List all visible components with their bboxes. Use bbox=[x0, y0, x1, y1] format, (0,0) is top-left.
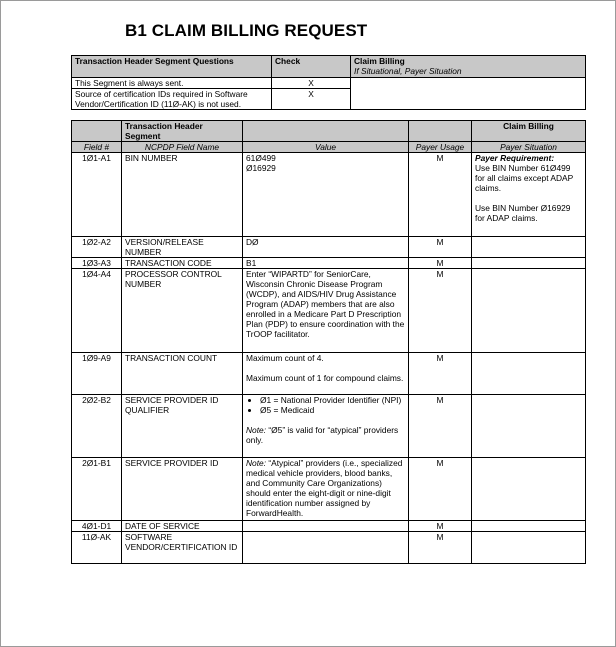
field-name-cell: SERVICE PROVIDER ID bbox=[122, 458, 243, 521]
table-row bbox=[72, 458, 586, 521]
field-no-cell: 1Ø9-A9 bbox=[72, 353, 122, 395]
check-cell: X bbox=[272, 89, 351, 110]
field-no-cell: 1Ø1-A1 bbox=[72, 153, 122, 237]
note bbox=[246, 425, 405, 445]
header-segment: Transaction Header Segment bbox=[122, 121, 243, 142]
payer-situation-cell bbox=[472, 258, 586, 269]
payer-usage-cell: M bbox=[409, 237, 472, 258]
segment-question-row bbox=[72, 78, 586, 89]
field-no-cell: 1Ø3-A3 bbox=[72, 258, 122, 269]
payer-situation-cell bbox=[472, 237, 586, 258]
header-field-name: NCPDP Field Name bbox=[122, 142, 243, 153]
payer-usage-cell: M bbox=[409, 269, 472, 353]
segment-questions-table bbox=[71, 55, 586, 110]
payer-usage-cell: M bbox=[409, 395, 472, 458]
claim-billing-cell bbox=[351, 78, 586, 110]
payer-usage-cell: M bbox=[409, 458, 472, 521]
field-definitions-table bbox=[71, 120, 586, 564]
header-blank bbox=[243, 121, 409, 142]
question-cell: Source of certification IDs required in Software Vendor/Certification ID (11Ø-AK) is not used. bbox=[72, 89, 272, 110]
payer-situation-cell bbox=[472, 521, 586, 532]
header-blank bbox=[72, 121, 122, 142]
value-line: 61Ø499 bbox=[246, 153, 276, 163]
value-cell bbox=[243, 395, 409, 458]
header-check: Check bbox=[272, 56, 351, 78]
payer-usage-cell: M bbox=[409, 353, 472, 395]
segment-questions-header bbox=[72, 56, 586, 78]
header-claim-billing bbox=[351, 56, 586, 78]
situation-text: Use BIN Number Ø16929 for ADAP claims. bbox=[475, 203, 571, 223]
value-cell: B1 bbox=[243, 258, 409, 269]
payer-requirement-label: Payer Requirement: bbox=[475, 153, 555, 163]
field-name-cell: SERVICE PROVIDER ID QUALIFIER bbox=[122, 395, 243, 458]
payer-usage-cell: M bbox=[409, 153, 472, 237]
value-cell: DØ bbox=[243, 237, 409, 258]
field-name-cell: DATE OF SERVICE bbox=[122, 521, 243, 532]
field-no-cell: 1Ø2-A2 bbox=[72, 237, 122, 258]
payer-usage-cell: M bbox=[409, 521, 472, 532]
header-claim-billing-sub: If Situational, Payer Situation bbox=[354, 66, 462, 76]
header-claim-billing-title: Claim Billing bbox=[354, 56, 405, 66]
table-row bbox=[72, 153, 586, 237]
note-text: “Ø5” is valid for “atypical” providers only. bbox=[246, 425, 399, 445]
list-item: • Ø5 = Medicaid bbox=[260, 405, 405, 415]
question-cell: This Segment is always sent. bbox=[72, 78, 272, 89]
payer-situation-cell bbox=[472, 532, 586, 564]
payer-usage-cell: M bbox=[409, 258, 472, 269]
field-no-cell: 2Ø2-B2 bbox=[72, 395, 122, 458]
value-line: Maximum count of 4. bbox=[246, 353, 324, 363]
value-cell bbox=[243, 532, 409, 564]
field-name-cell: BIN NUMBER bbox=[122, 153, 243, 237]
header-claim-billing: Claim Billing bbox=[472, 121, 586, 142]
table-row bbox=[72, 521, 586, 532]
header-questions: Transaction Header Segment Questions bbox=[72, 56, 272, 78]
note-label: Note: bbox=[246, 458, 267, 468]
value-cell bbox=[243, 353, 409, 395]
field-name-cell: TRANSACTION COUNT bbox=[122, 353, 243, 395]
field-name-cell: VERSION/RELEASE NUMBER bbox=[122, 237, 243, 258]
value-cell bbox=[243, 458, 409, 521]
table-row bbox=[72, 532, 586, 564]
field-no-cell: 1Ø4-A4 bbox=[72, 269, 122, 353]
header-field-no: Field # bbox=[72, 142, 122, 153]
field-name-cell: SOFTWARE VENDOR/CERTIFICATION ID bbox=[122, 532, 243, 564]
table-row bbox=[72, 395, 586, 458]
table-row bbox=[72, 353, 586, 395]
header-payer-usage: Payer Usage bbox=[409, 142, 472, 153]
check-cell: X bbox=[272, 78, 351, 89]
field-name-cell: PROCESSOR CONTROL NUMBER bbox=[122, 269, 243, 353]
note-text: “Atypical” providers (i.e., specialized medical vehicle providers, blood banks, and Community Care Organizations) should enter the eight-digit or nine-digit identification number assigned by ForwardHealth. bbox=[246, 458, 403, 518]
field-no-cell: 11Ø-AK bbox=[72, 532, 122, 564]
page-title: B1 CLAIM BILLING REQUEST bbox=[125, 21, 368, 40]
payer-situation-cell bbox=[472, 153, 586, 237]
payer-usage-cell: M bbox=[409, 532, 472, 564]
qualifier-list bbox=[246, 395, 405, 415]
payer-situation-cell bbox=[472, 353, 586, 395]
list-item: • Ø1 = National Provider Identifier (NPI) bbox=[260, 395, 405, 405]
table-row bbox=[72, 237, 586, 258]
field-name-cell: TRANSACTION CODE bbox=[122, 258, 243, 269]
value-cell bbox=[243, 153, 409, 237]
value-cell bbox=[243, 521, 409, 532]
field-no-cell: 2Ø1-B1 bbox=[72, 458, 122, 521]
field-table-header bbox=[72, 121, 586, 142]
table-row bbox=[72, 258, 586, 269]
header-blank bbox=[409, 121, 472, 142]
table-row bbox=[72, 269, 586, 353]
header-payer-situation: Payer Situation bbox=[472, 142, 586, 153]
situation-text: Use BIN Number 61Ø499 for all claims except ADAP claims. bbox=[475, 163, 574, 193]
value-line: Maximum count of 1 for compound claims. bbox=[246, 373, 404, 383]
payer-situation-cell bbox=[472, 458, 586, 521]
note-label: Note: bbox=[246, 425, 267, 435]
payer-situation-cell bbox=[472, 269, 586, 353]
payer-situation-cell bbox=[472, 395, 586, 458]
value-line: Ø16929 bbox=[246, 163, 276, 173]
field-table-subheader bbox=[72, 142, 586, 153]
header-value: Value bbox=[243, 142, 409, 153]
field-no-cell: 4Ø1-D1 bbox=[72, 521, 122, 532]
value-cell: Enter “WIPARTD” for SeniorCare, Wisconsin Chronic Disease Program (WCDP), and AIDS/HIV Drug Assistance Program (ADAP) members that are also enrolled in a Medicare Part D Prescription Plan (PDP) to ensure coordination with the TrOOP facilitator. bbox=[243, 269, 409, 353]
